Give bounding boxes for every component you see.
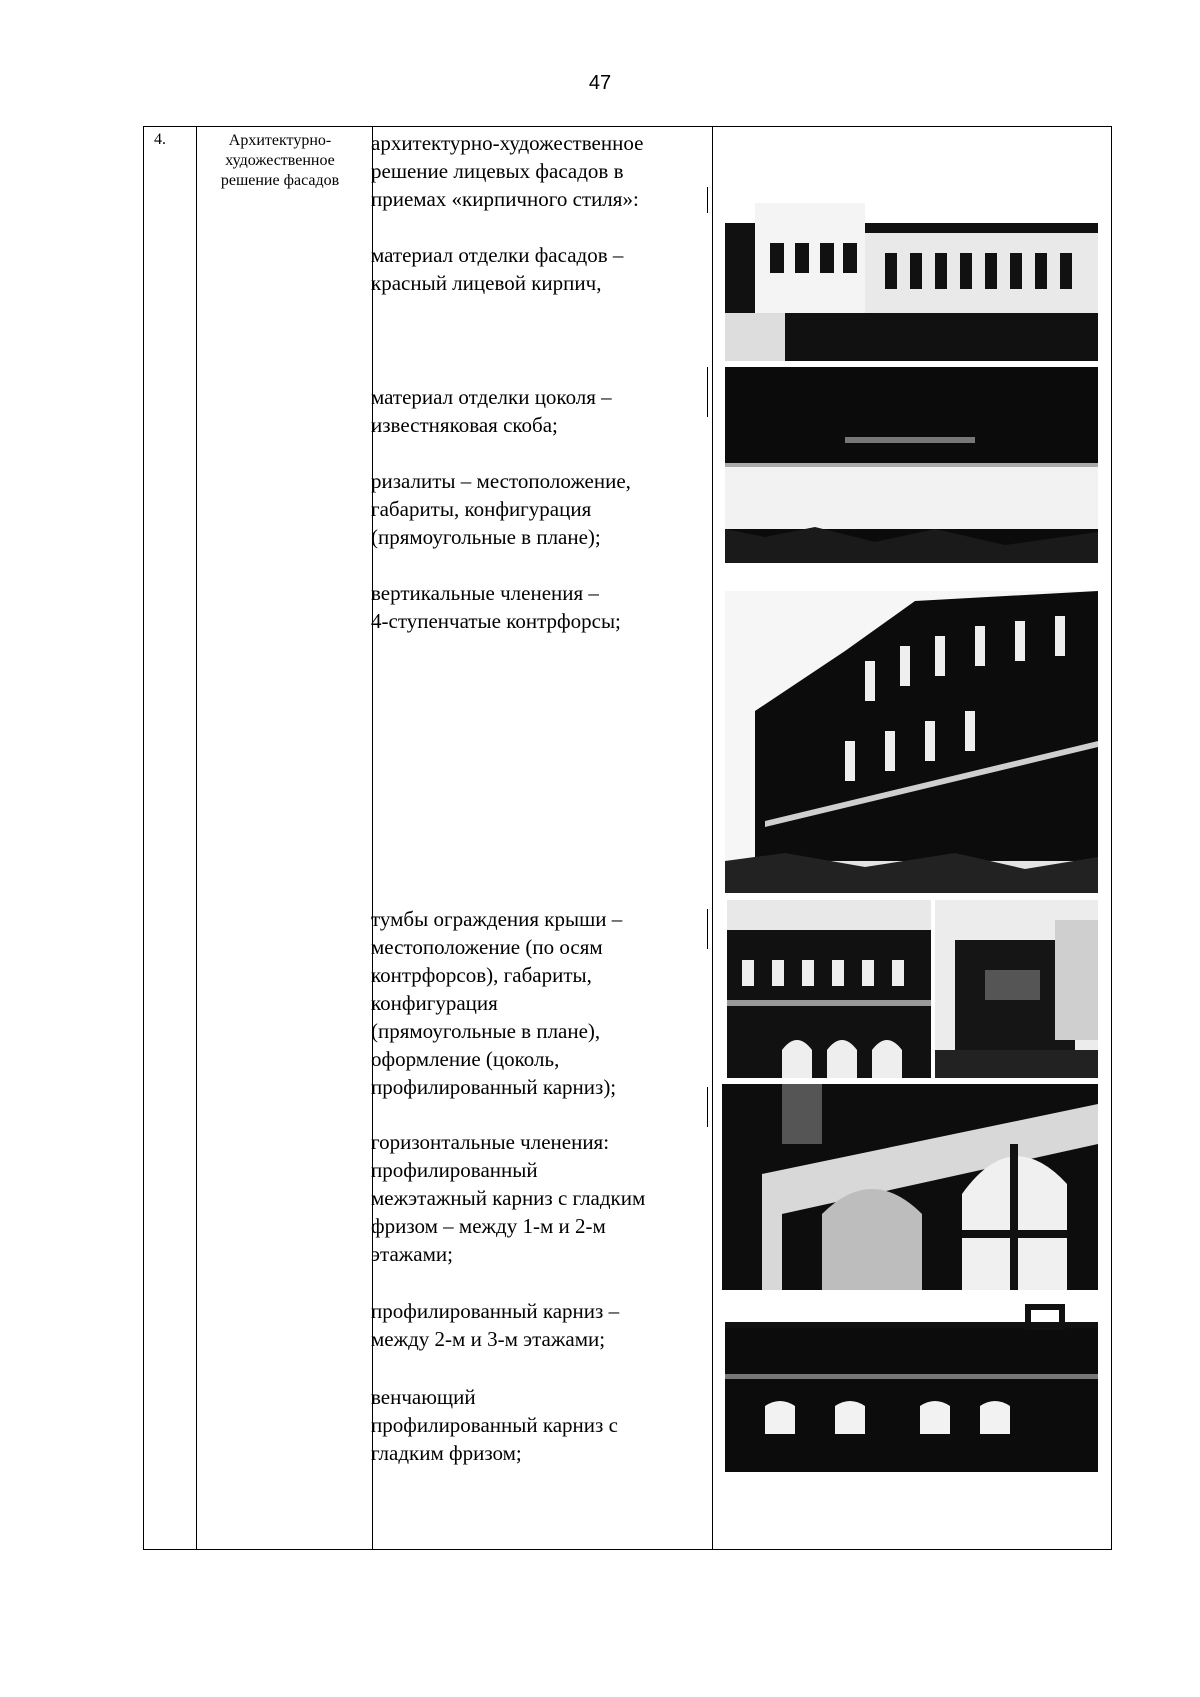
paragraph-style xyxy=(371,129,701,213)
scan-mark xyxy=(707,909,708,949)
text-line: материал отделки фасадов – xyxy=(371,243,624,267)
paragraph-plinth-material xyxy=(371,383,701,439)
column-divider xyxy=(196,127,197,1549)
text-line: тумбы ограждения крыши – xyxy=(371,907,623,931)
text-line: решение лицевых фасадов в xyxy=(371,159,624,183)
text-line: между 2-м и 3-м этажами; xyxy=(371,1327,606,1351)
text-line: гладким фризом; xyxy=(371,1441,522,1465)
paragraph-facade-material xyxy=(371,241,701,297)
paragraph-horizontal-divisions xyxy=(371,1128,701,1268)
paragraph-risalits xyxy=(371,467,701,551)
text-line: красный лицевой кирпич, xyxy=(371,271,602,295)
text-line: профилированный карниз с xyxy=(371,1413,618,1437)
row-title-line: решение фасадов xyxy=(220,172,340,189)
scan-mark xyxy=(707,367,708,417)
paragraph-interfloor-cornice xyxy=(371,1297,701,1353)
text-line: известняковая скоба; xyxy=(371,413,558,437)
text-line: этажами; xyxy=(371,1242,453,1266)
row-title-line: художественное xyxy=(225,152,335,169)
page-number: 47 xyxy=(588,72,612,94)
text-line: оформление (цоколь, xyxy=(371,1047,560,1071)
crowning-cornice-photo xyxy=(725,1304,1098,1472)
arched-window-cornice-photo xyxy=(722,1084,1098,1290)
text-line: профилированный xyxy=(371,1158,538,1182)
roof-pedestals-photo-left xyxy=(727,900,931,1078)
text-line: местоположение (по осям xyxy=(371,935,603,959)
document-table xyxy=(143,126,1112,1550)
row-title xyxy=(198,131,362,191)
text-line: архитектурно-художественное xyxy=(371,131,644,155)
paragraph-vertical-divisions xyxy=(371,579,701,635)
text-line: конфигурация xyxy=(371,991,498,1015)
plinth-limestone-photo xyxy=(725,367,1098,563)
text-line: 4-ступенчатые контрфорсы; xyxy=(371,609,621,633)
row-title-line: Архитектурно- xyxy=(228,132,332,149)
buttresses-photo xyxy=(725,591,1098,893)
text-line: материал отделки цоколя – xyxy=(371,385,612,409)
text-line: габариты, конфигурация xyxy=(371,497,592,521)
text-line: профилированный карниз – xyxy=(371,1299,620,1323)
text-line: профилированный карниз); xyxy=(371,1075,617,1099)
paragraph-crowning-cornice xyxy=(371,1383,701,1467)
roof-pedestals-photo-right xyxy=(935,900,1098,1078)
text-line: фризом – между 1-м и 2-м xyxy=(371,1214,606,1238)
text-line: ризалиты – местоположение, xyxy=(371,469,631,493)
scan-mark xyxy=(707,187,708,213)
text-line: приемах «кирпичного стиля»: xyxy=(371,187,639,211)
column-divider xyxy=(712,127,713,1549)
text-line: контрфорсов), габариты, xyxy=(371,963,592,987)
row-number: 4. xyxy=(154,131,166,148)
text-line: вертикальные членения – xyxy=(371,581,599,605)
text-line: (прямоугольные в плане), xyxy=(371,1019,601,1043)
paragraph-roof-pedestals xyxy=(371,905,701,1101)
text-line: горизонтальные членения: xyxy=(371,1130,610,1154)
text-line: (прямоугольные в плане); xyxy=(371,525,601,549)
text-line: венчающий xyxy=(371,1385,476,1409)
text-line: межэтажный карниз с гладким xyxy=(371,1186,646,1210)
facade-overview-photo xyxy=(725,163,1098,361)
scan-mark xyxy=(707,1087,708,1127)
